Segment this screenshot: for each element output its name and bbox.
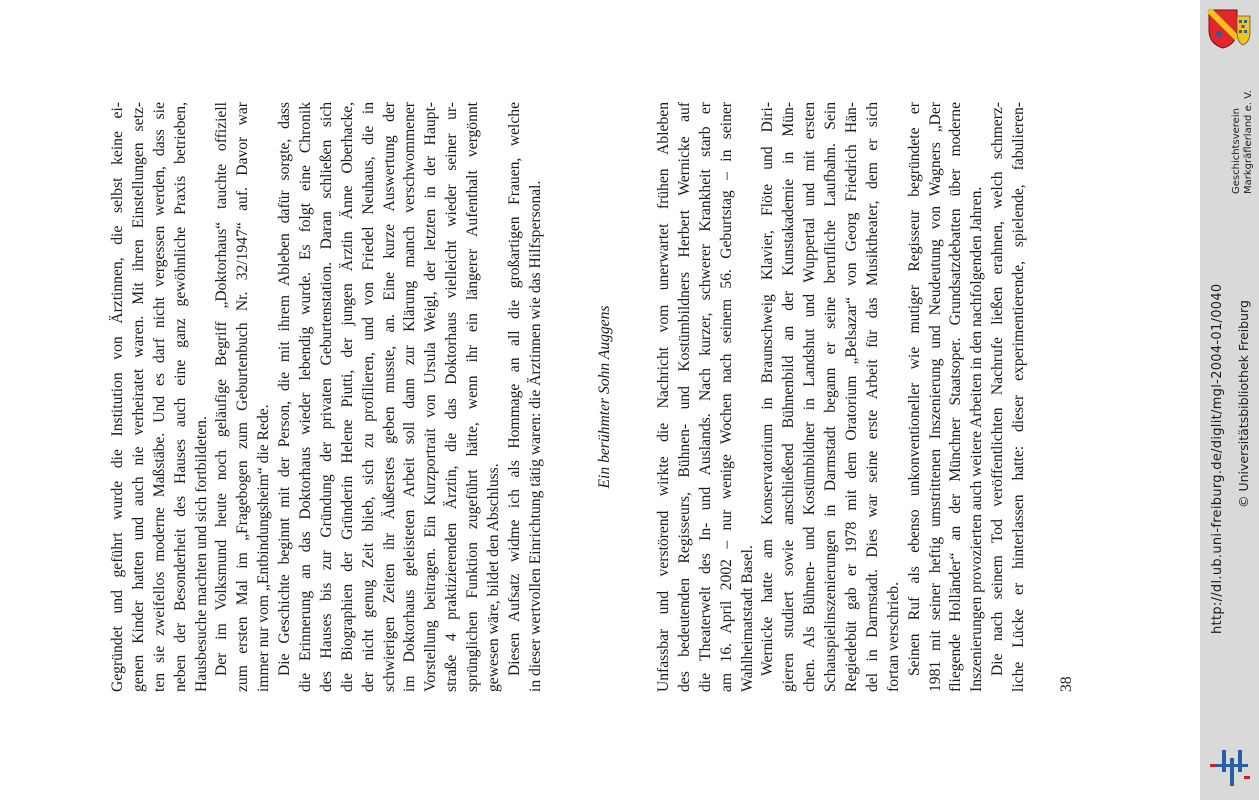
text-line: liche Lücke er hinterlassen hatte: dieser experimentierende, spielende, fabulieren-	[1010, 102, 1028, 692]
text-line: des Hauses bis zur Gründung der privaten Geburtenstation. Daran schließen sich	[317, 102, 335, 692]
text-line: genen Kinder hatten und auch nie verheiratet waren. Mit ihren Einstellungen setz-	[129, 102, 147, 692]
text-line: Vorstellung beitragen. Ein Kurzportrait von Ursula Weigl, der letzten in der Haupt-	[422, 102, 440, 692]
text-line: chen. Als Bühnen- und Kostümbildner in Landshut und Wuppertal und mit ersten	[801, 102, 819, 692]
text-line: zum ersten Mal im „Fragebogen zum Geburtenbuch Nr. 32/1947“ auf. Davor war	[234, 102, 252, 692]
text-line: Der im Volksmund heute noch geläufige Begriff „Doktorhaus“ tauchte offiziell	[213, 102, 231, 676]
section-intro-text	[108, 102, 547, 692]
text-line: Gegründet und geführt wurde die Institution von Ärztinnen, die selbst keine ei-	[109, 102, 126, 692]
text-line: del in Darmstadt. Dies war seine erste Arbeit für das Musiktheater, dem er sich	[863, 102, 881, 692]
text-line: Inszenierungen provozierten auch weitere Arbeiten in den nachfolgenden Jahren.	[968, 186, 986, 692]
text-line: die Theaterwelt des In- und Auslands. Nach kurzer, schwerer Krankheit starb er	[696, 102, 714, 692]
text-line: die Erinnerung an das Doktorhaus wieder lebendig wurde. Es folgt eine Chronik	[297, 102, 315, 692]
text-line: schwierigen Zeiten ihr Äußerstes geben musste, an. Eine kurze Auswertung der	[380, 102, 398, 692]
society-name-line1: Geschichtsverein	[1231, 108, 1242, 194]
text-line: Die Geschichte beginnt mit der Person, die mit ihrem Ableben dafür sorgte, dass	[276, 102, 294, 676]
section-heading: Ein berühmter Sohn Auggens	[596, 305, 613, 489]
text-line: Diesen Aufsatz widme ich als Hommage an all die großartigen Frauen, welche	[505, 102, 523, 676]
permalink-url[interactable]: http://dl.ub.uni-freiburg.de/diglit/mgl-2004-01/0040	[1210, 283, 1225, 634]
text-line: Seinen Ruf als ebenso unkonventioneller wie mutiger Regisseur begründete er	[905, 102, 923, 676]
sidebar-rotated	[1200, 0, 1259, 800]
society-name-line2: Markgräflerland e. V.	[1243, 90, 1254, 194]
copyright-notice: © Universitätsbibliothek Freiburg	[1236, 300, 1251, 508]
text-line: fortan verschrieb.	[884, 582, 902, 692]
text-line: ten sie zweifellos moderne Maßstäbe. Und es darf nicht vergessen werden, dass sie	[150, 102, 168, 692]
text-line: Die nach seinem Tod veröffentlichten Nachrufe ließen erahnen, welch schmerz-	[989, 102, 1007, 676]
viewer-sidebar	[1200, 0, 1259, 800]
text-line: Regiedebüt gab er 1978 mit dem Oratorium „Belsazar“ von Georg Friedrich Hän-	[843, 102, 861, 692]
text-line: der nicht genug Zeit blieb, sich zu profilieren, und von Friedel Neuhaus, die in	[359, 102, 377, 692]
page-number: 38	[1058, 676, 1075, 692]
text-line: Wahlheimatstadt Basel.	[738, 545, 756, 692]
text-line: die Biographien der Gründerin Helene Piutti, der jungen Ärztin Änne Oberhacke,	[338, 102, 356, 692]
text-line: Wernicke hatte am Konservatorium in Braunschweig Klavier, Flöte und Diri-	[759, 102, 777, 676]
section-wernicke-text	[654, 102, 1030, 692]
text-line: Unfassbar und verstörend wirkte die Nachricht vom unerwartet frühen Ableben	[655, 102, 672, 692]
university-library-logo-icon	[1208, 748, 1252, 788]
text-line: sprünglichen Funktion zugeführt hätte, wenn ihr ein längerer Aufenthalt vergönnt	[464, 102, 482, 692]
text-line: gewesen wäre, bildet den Abschluss.	[485, 463, 503, 692]
text-line: am 16. April 2002 – nur wenige Wochen nach seinem 56. Geburtstag – in seiner	[717, 102, 735, 692]
text-line: fliegende Holländer“ an der Münchner Staatsoper. Grundsatzdebatten über moderne	[947, 102, 965, 692]
text-line: 1981 mit seiner heftig umstrittenen Inszenierung und Neudeutung von Wagners „Der	[926, 102, 944, 692]
text-line: immer nur vom „Entbindungsheim“ die Rede.	[255, 404, 273, 692]
text-line: im Doktorhaus geleisteten Arbeit soll dann zur Klärung manch verschwommener	[401, 102, 419, 692]
text-line: Schauspielinszenierungen in Darmstadt begann er seine berufliche Laufbahn. Sein	[822, 102, 840, 692]
text-line: Hausbesuche machten und sich fortbildeten.	[192, 416, 210, 692]
text-line: straße 4 praktizierenden Ärztin, die das Doktorhaus vielleicht wieder seiner ur-	[443, 102, 461, 692]
coat-of-arms-icon	[1207, 8, 1252, 50]
text-line: gieren studiert sowie anschließend Bühnenbild an der Kunstakademie in Mün-	[780, 102, 798, 692]
text-line: in dieser wertvollen Einrichtung tätig waren: die Ärztinnen wie das Hilfspersonal.	[526, 180, 544, 692]
text-line: des bedeutenden Regisseurs, Bühnen- und Kostümbildners Herbert Wernicke auf	[675, 102, 693, 692]
text-line: neben der Besonderheit des Hauses auch eine ganz gewöhnliche Praxis betrieben,	[171, 102, 189, 692]
